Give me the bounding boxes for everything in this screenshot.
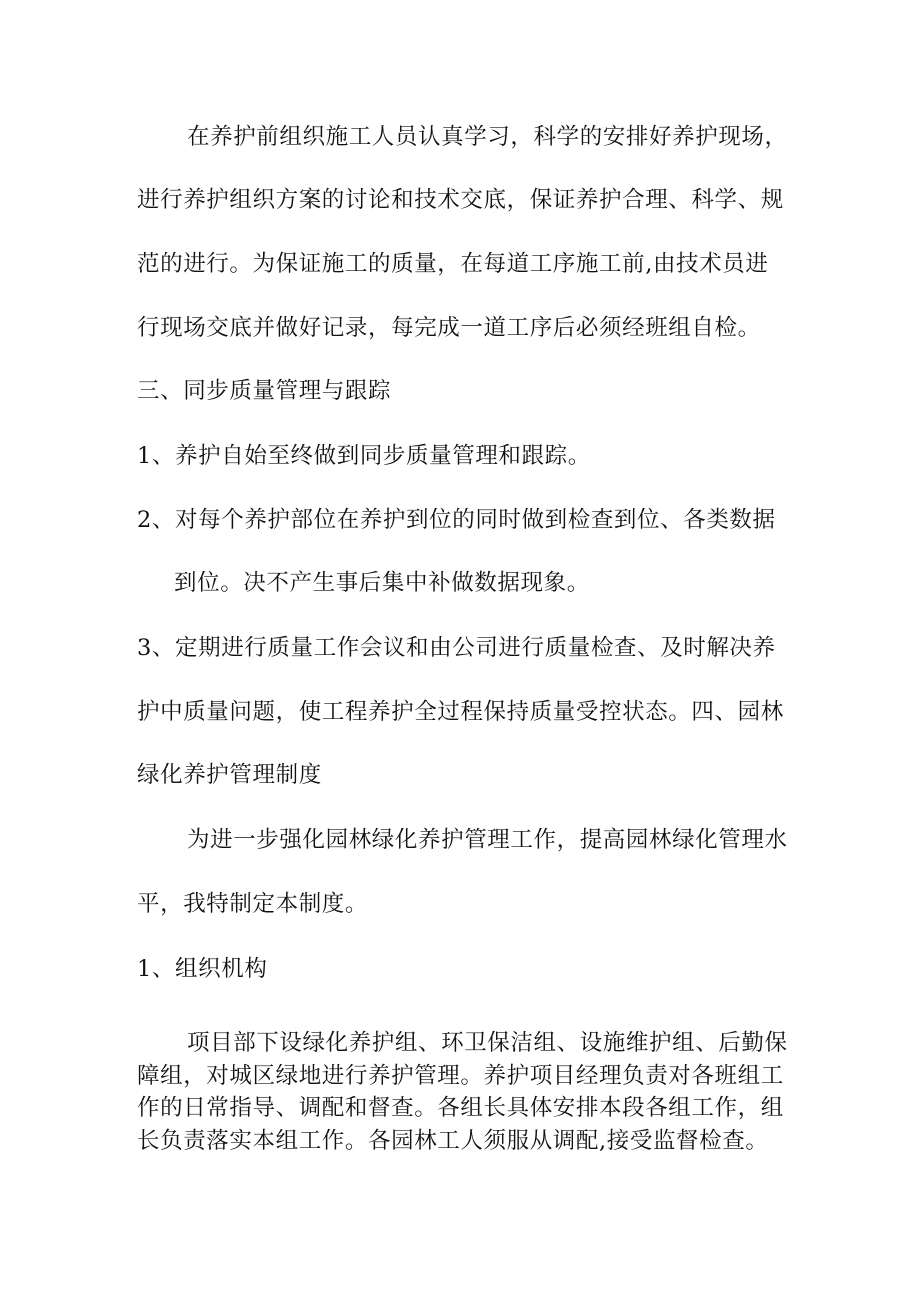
paragraph-line: 在养护前组织施工人员认真学习，科学的安排好养护现场， [187, 124, 788, 150]
final-paragraph [137, 1027, 797, 1157]
paragraph-line: 作的日常指导、调配和督查。各组长具体安排本段各组工作，组 [137, 1095, 784, 1121]
paragraph-line: 行现场交底并做好记录，每完成一道工序后必须经班组自检。 [137, 315, 761, 341]
paragraph-line: 障组，对城区绿地进行养护管理。养护项目经理负责对各班组工 [137, 1062, 784, 1089]
paragraph-line: 为进一步强化园林绿化养护管理工作，提高园林绿化管理水 [187, 827, 788, 853]
list-item: 2、对每个养护部位在养护到位的同时做到检查到位、各类数据 [137, 507, 776, 533]
section-heading: 三、同步质量管理与跟踪 [137, 378, 392, 404]
paragraph-line: 项目部下设绿化养护组、环卫保洁组、设施维护组、后勤保 [187, 1030, 788, 1056]
section-heading: 绿化养护管理制度 [137, 762, 322, 788]
paragraph-line: 平，我特制定本制度。 [137, 891, 369, 917]
list-item-continuation: 护中质量问题，使工程养护全过程保持质量受控状态。四、园林 [137, 699, 784, 725]
paragraph-line: 长负责落实本组工作。各园林工人须服从调配,接受监督检查。 [137, 1127, 769, 1154]
list-item: 1、养护自始至终做到同步质量管理和跟踪。 [137, 443, 591, 469]
list-item-continuation: 到位。决不产生事后集中补做数据现象。 [174, 570, 590, 596]
list-item: 3、定期进行质量工作会议和由公司进行质量检查、及时解决养 [137, 635, 776, 661]
subsection-heading: 1、组织机构 [137, 956, 268, 982]
paragraph-line: 进行养护组织方案的讨论和技术交底，保证养护合理、科学、规 [137, 187, 784, 213]
paragraph-line: 范的进行。为保证施工的质量，在每道工序施工前,由技术员进 [137, 251, 769, 277]
